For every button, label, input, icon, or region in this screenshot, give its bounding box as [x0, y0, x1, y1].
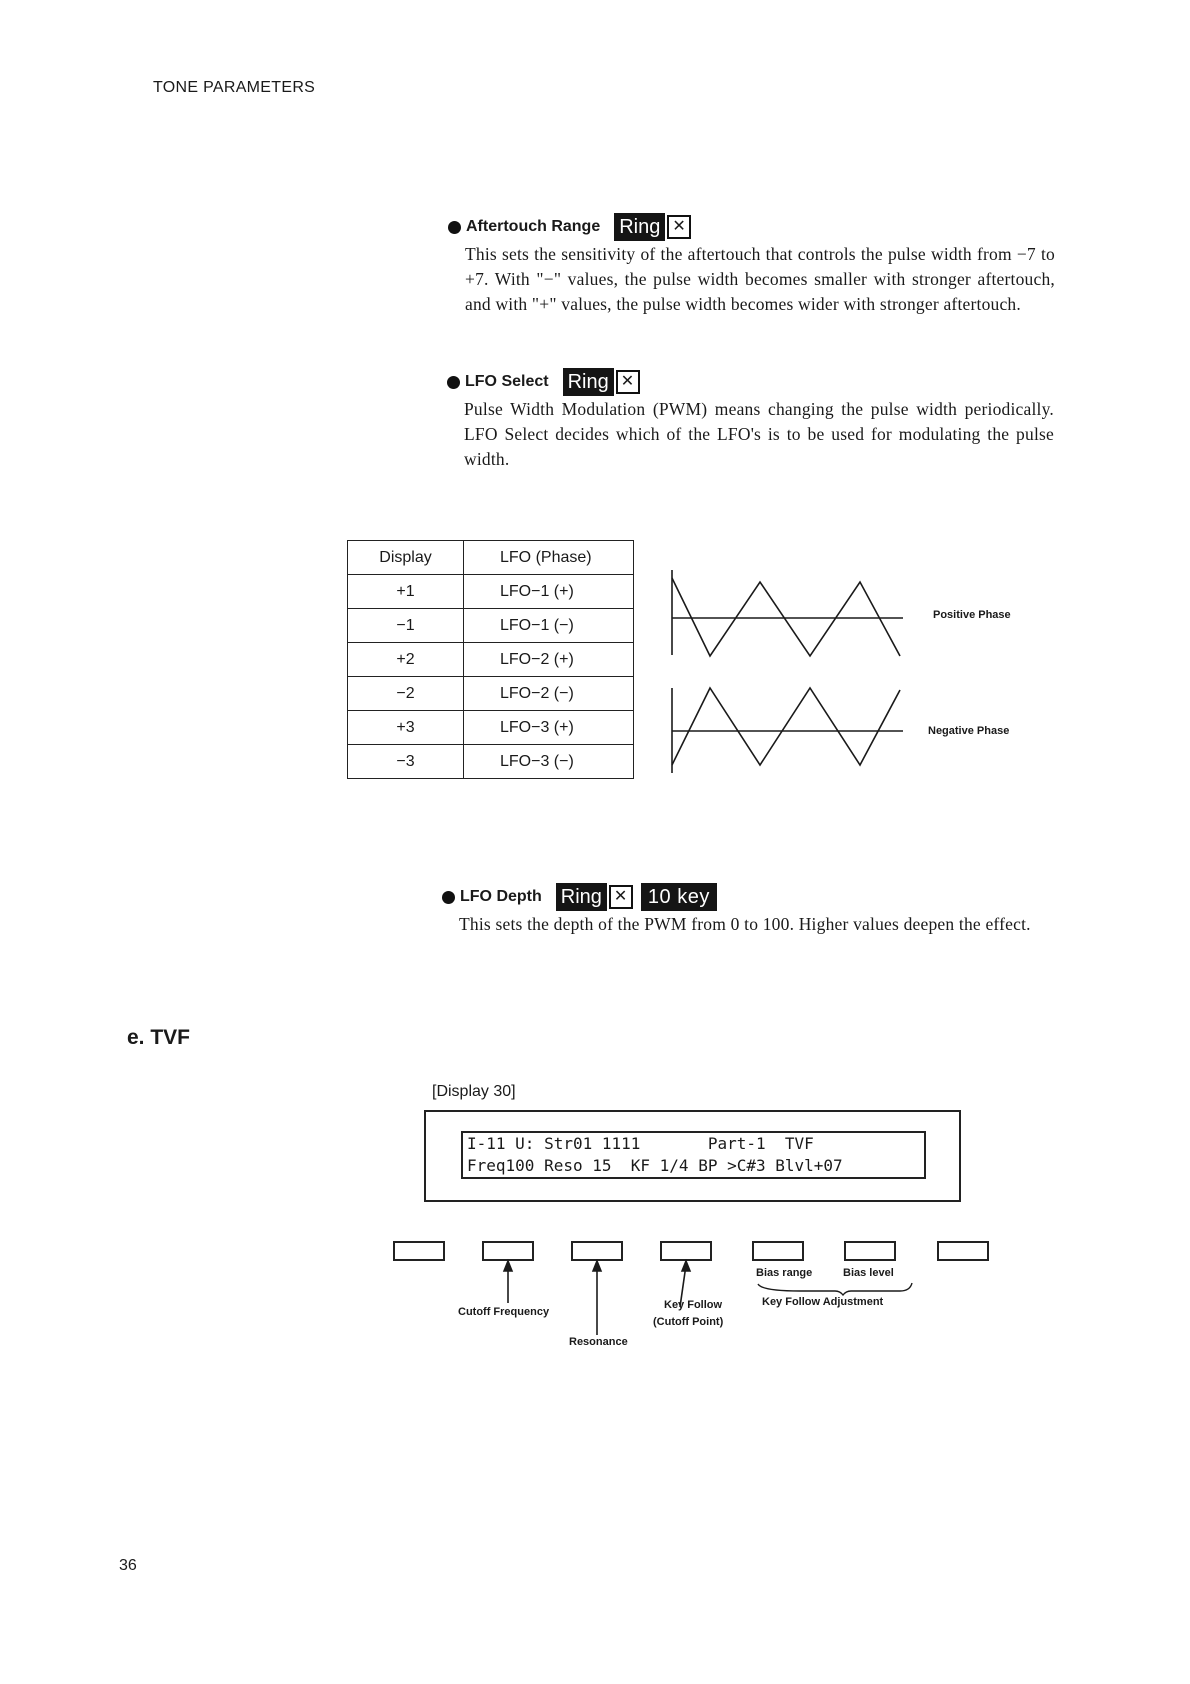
lfo-depth-section — [442, 882, 1049, 937]
table-row — [348, 643, 634, 677]
table-row — [348, 609, 634, 643]
table-cell-display: −2 — [348, 677, 464, 711]
lcd-screen — [461, 1131, 926, 1179]
x-box-icon — [616, 370, 640, 394]
lfo-depth-heading — [442, 882, 1049, 912]
table-row — [348, 677, 634, 711]
lfo-table — [347, 540, 634, 779]
bias-level-label: Bias level — [843, 1267, 894, 1279]
negative-phase-label: Negative Phase — [928, 725, 1010, 737]
keyfollow-arrow-head — [682, 1261, 690, 1271]
bullet-icon — [447, 376, 460, 389]
page-number: 36 — [119, 1557, 137, 1574]
cutoff-point-label: (Cutoff Point) — [653, 1316, 724, 1328]
table-cell-lfo: LFO−3 (+) — [464, 711, 634, 745]
table-cell-display: +2 — [348, 643, 464, 677]
table-cell-display: +3 — [348, 711, 464, 745]
table-cell-lfo: LFO−2 (−) — [464, 677, 634, 711]
ring-badge: Ring — [556, 883, 607, 911]
lfo-select-section — [447, 367, 1054, 472]
bullet-icon — [448, 221, 461, 234]
table-row — [348, 745, 634, 779]
x-box-icon — [667, 215, 691, 239]
x-box-icon — [609, 885, 633, 909]
cutoff-arrow-head — [504, 1261, 512, 1271]
lfo-depth-description: This sets the depth of the PWM from 0 to 100. Higher values deepen the effect. — [459, 914, 1031, 934]
table-header-cell: Display — [348, 541, 464, 575]
table-row — [348, 575, 634, 609]
aftertouch-section — [448, 212, 1055, 317]
lfo-depth-title: LFO Depth — [460, 888, 542, 905]
negative-phase-wave — [672, 688, 903, 773]
table-cell-display: +1 — [348, 575, 464, 609]
table-header-row — [348, 541, 634, 575]
table-row — [348, 711, 634, 745]
lfo-select-description: Pulse Width Modulation (PWM) means changing the pulse width periodically. LFO Select decides which of the LFO's is to be used for modulating the pulse width. — [464, 399, 1054, 469]
key-follow-adjustment-label: Key Follow Adjustment — [762, 1296, 884, 1308]
table-cell-display: −1 — [348, 609, 464, 643]
key-follow-label: Key Follow — [664, 1299, 723, 1311]
lfo-select-title: LFO Select — [465, 373, 549, 390]
page-header: TONE PARAMETERS — [153, 79, 316, 96]
tvf-section-title: e. TVF — [127, 1026, 191, 1049]
positive-phase-wave — [672, 570, 903, 656]
aftertouch-heading — [448, 212, 1055, 242]
table-cell-lfo: LFO−3 (−) — [464, 745, 634, 779]
table-cell-lfo: LFO−2 (+) — [464, 643, 634, 677]
lcd-line-2: Freq100 Reso 15 KF 1/4 BP >C#3 Blvl+07 — [467, 1156, 843, 1175]
lfo-waveforms — [660, 560, 920, 780]
resonance-arrow-head — [593, 1261, 601, 1271]
cutoff-frequency-label: Cutoff Frequency — [458, 1306, 550, 1318]
positive-phase-label: Positive Phase — [933, 609, 1011, 621]
bias-brace — [758, 1283, 912, 1295]
table-cell-display: −3 — [348, 745, 464, 779]
ten-key-badge: 10 key — [641, 883, 717, 911]
aftertouch-description: This sets the sensitivity of the aftertouch that controls the pulse width from −7 to +7. With "−" values, the pulse width becomes smaller with stronger aftertouch, and with "+" values, the pulse width becomes wider with stronger aftertouch. — [465, 244, 1055, 314]
lcd-line-1: I-11 U: Str01 1111 Part-1 TVF — [467, 1134, 814, 1153]
bias-range-label: Bias range — [756, 1267, 813, 1279]
ring-badge: Ring — [563, 368, 614, 396]
ring-badge: Ring — [614, 213, 665, 241]
lfo-select-heading — [447, 367, 1054, 397]
table-cell-lfo: LFO−1 (−) — [464, 609, 634, 643]
bullet-icon — [442, 891, 455, 904]
display-label: [Display 30] — [432, 1083, 516, 1100]
table-header-cell: LFO (Phase) — [464, 541, 634, 575]
resonance-label: Resonance — [569, 1336, 628, 1348]
table-cell-lfo: LFO−1 (+) — [464, 575, 634, 609]
aftertouch-title: Aftertouch Range — [466, 218, 601, 235]
